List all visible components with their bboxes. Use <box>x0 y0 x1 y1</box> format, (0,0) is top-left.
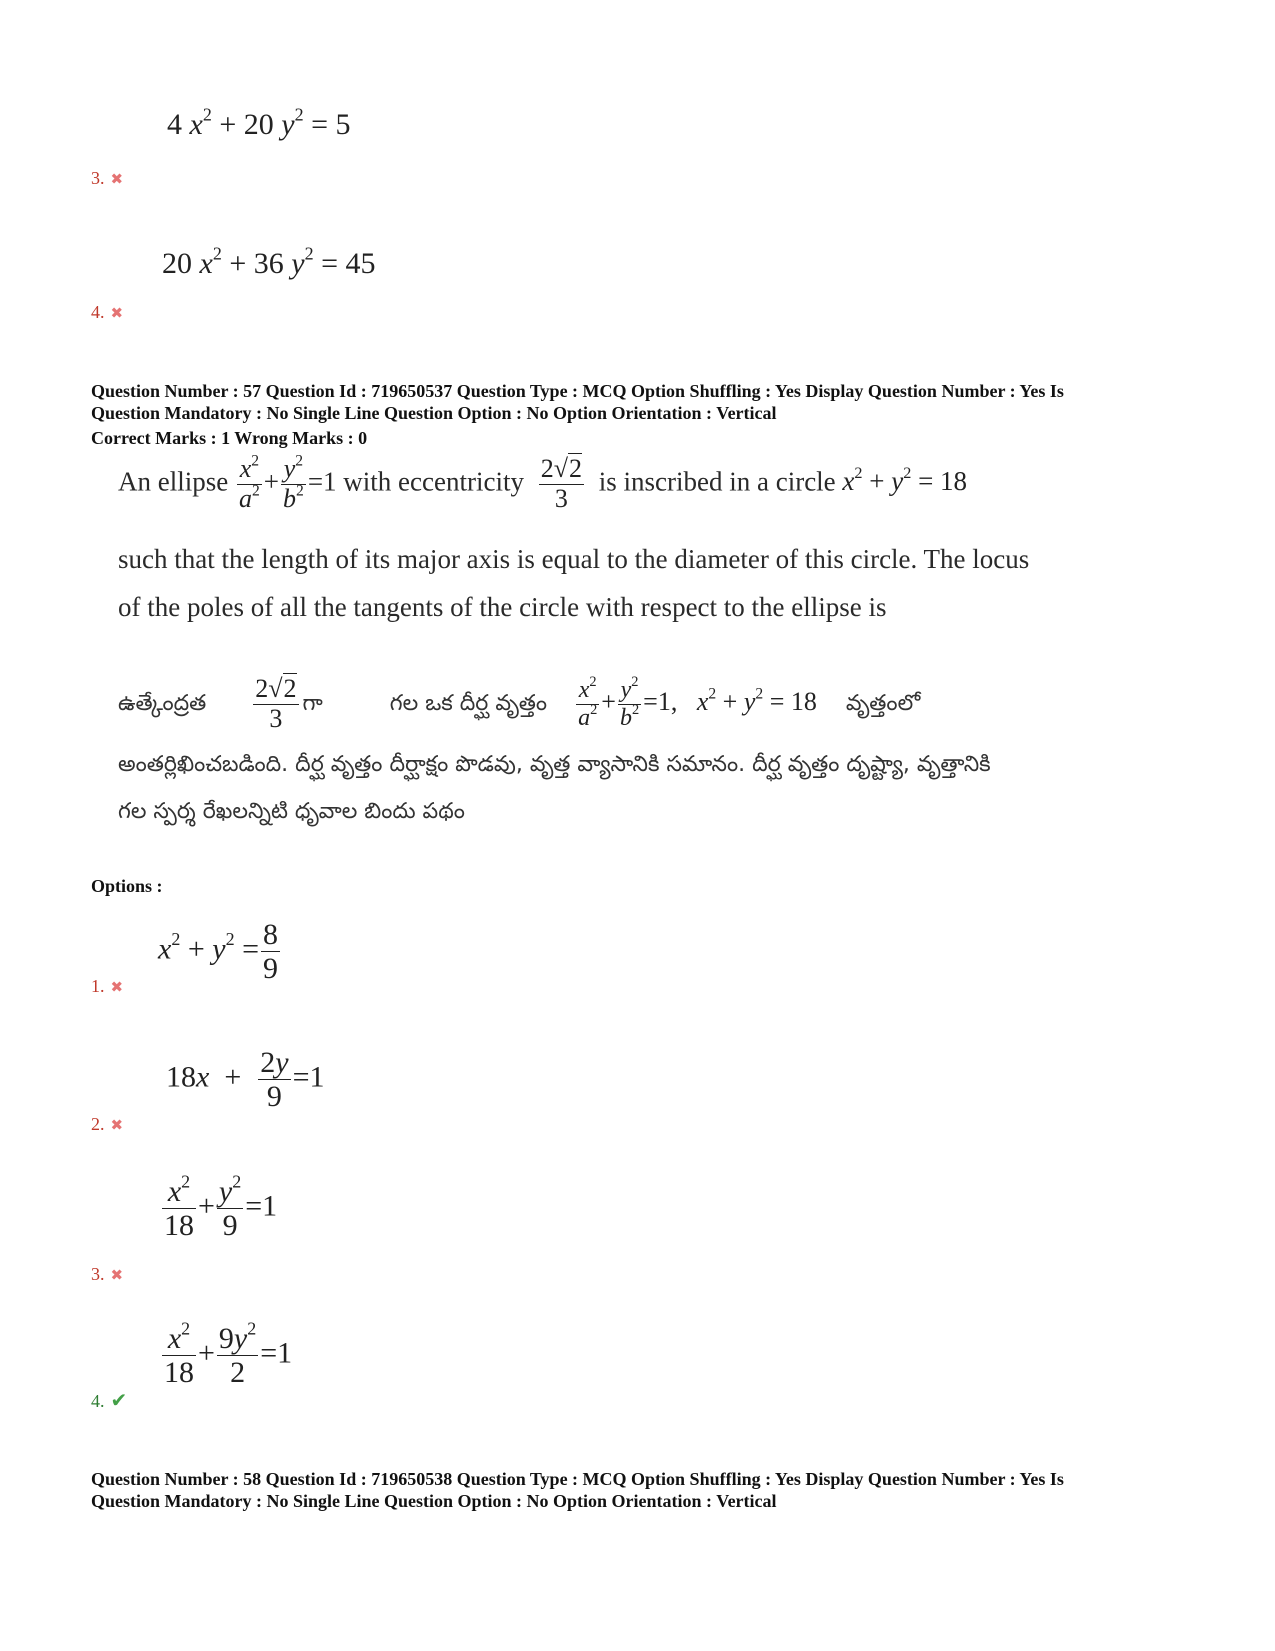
q57-telugu-line3: గల స్పర్శ రేఖలన్నిటి ధృవాల బిందు పథం <box>118 799 465 824</box>
prev-option-4-label: 4. ✖ <box>91 302 124 322</box>
cross-mark-icon: ✖ <box>110 980 124 996</box>
q57-telugu-line2: అంతర్లిఖించబడింది. దీర్ఘ వృత్తం దీర్ఘాక్షం పొడవు, వృత్త వ్యాసానికి సమానం. దీర్ఘ వృత్తం దృష్ట్యా, వృత్తానికి <box>118 752 991 777</box>
q57-english-line1: An ellipse $\frac{x^2}{a^2}$ + $\frac{y^2}{b^2}$ =1 with eccentricity $\frac{2√2}{3}$ is inscribed in a circle $x^2 + y^2 = 18$ <box>118 452 968 513</box>
prev-option-3-equation: 4 $x^2 + 20$ $y^2 = 5$ <box>167 104 351 141</box>
options-label: Options : <box>91 876 163 896</box>
q57-english-line2: such that the length of its major axis is equal to the diameter of this circle. The locus <box>118 544 1030 574</box>
q57-option-4-equation: $\frac{x^2}{18}$ + $\frac{9y^2}{2}$ =1 <box>164 1318 293 1389</box>
q57-english-line3: of the poles of all the tangents of the circle with respect to the ellipse is <box>118 592 887 622</box>
q57-telugu-line1: ఉత్కేంద్రత $\frac{2√2}{3}$ గా గల ఒక దీర్ఘ వృత్తం $\frac{x^2}{a^2}$ + $\frac{y^2}{b^2}$ =1, $x^2 + y^2 = 18$ వృత్తంలో <box>118 674 921 733</box>
q57-option-4-label: 4. ✔ <box>91 1390 128 1412</box>
q58-meta-line1: Question Number : 58 Question Id : 719650538 Question Type : MCQ Option Shuffling : Yes Display Question Number : Yes Is <box>91 1469 1064 1489</box>
q57-option-1-equation: $x^2 + y^2$ = $\frac{8}{9}$ <box>158 918 278 985</box>
check-mark-icon: ✔ <box>110 1390 128 1412</box>
q57-meta-line2: Question Mandatory : No Single Line Question Option : No Option Orientation : Vertical <box>91 403 777 423</box>
q57-option-3-label: 3. ✖ <box>91 1264 124 1284</box>
q58-meta-line2: Question Mandatory : No Single Line Question Option : No Option Orientation : Vertical <box>91 1491 777 1511</box>
q57-meta-line1: Question Number : 57 Question Id : 719650537 Question Type : MCQ Option Shuffling : Yes Display Question Number : Yes Is <box>91 381 1064 401</box>
q57-marks: Correct Marks : 1 Wrong Marks : 0 <box>91 428 368 448</box>
q57-option-2-label: 2. ✖ <box>91 1114 124 1134</box>
cross-mark-icon: ✖ <box>110 1268 124 1284</box>
prev-option-4-equation: 20 $x^2 + 36$ $y^2 = 45$ <box>162 243 376 280</box>
q57-option-1-label: 1. ✖ <box>91 976 124 996</box>
cross-mark-icon: ✖ <box>110 172 124 188</box>
q57-option-2-equation: 18x + $\frac{2y}{9}$ =1 <box>166 1046 325 1113</box>
q57-meta <box>91 380 1191 424</box>
q57-option-3-equation: $\frac{x^2}{18}$ + $\frac{y^2}{9}$ =1 <box>164 1171 278 1242</box>
prev-option-3-label: 3. ✖ <box>91 168 124 188</box>
cross-mark-icon: ✖ <box>110 306 124 322</box>
cross-mark-icon: ✖ <box>110 1118 124 1134</box>
q58-meta <box>91 1468 1191 1512</box>
